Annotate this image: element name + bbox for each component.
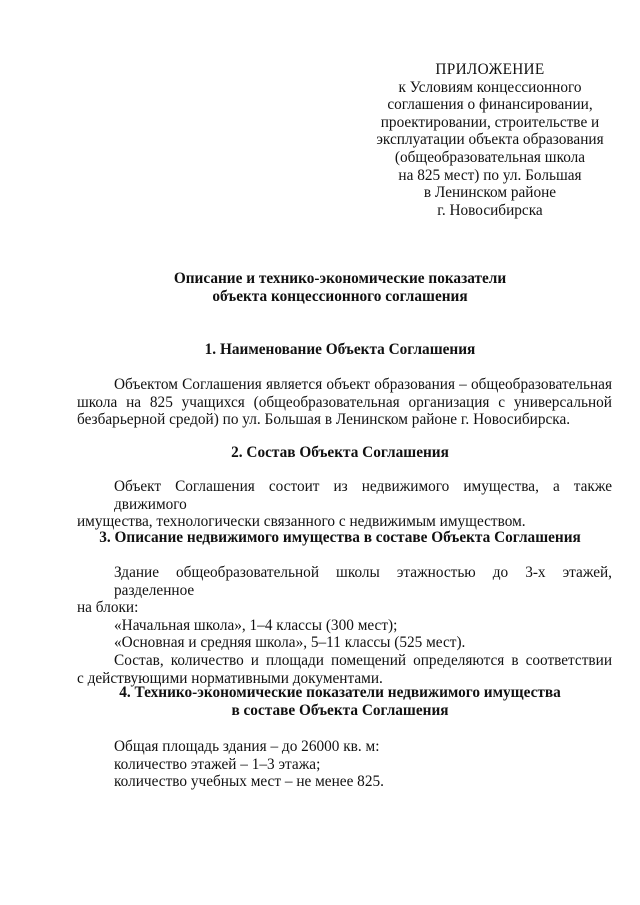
section-3-body <box>77 564 612 687</box>
list-item: «Начальная школа», 1–4 классы (300 мест); <box>114 616 398 634</box>
appendix-block <box>370 61 610 219</box>
paragraph-line: с действующими нормативными документами. <box>77 669 383 687</box>
paragraph-line: имущества, технологически связанного с недвижимым имуществом. <box>77 513 526 531</box>
section-3-heading <box>60 529 620 547</box>
appendix-line: (общеобразовательная школа <box>394 148 586 166</box>
paragraph-line: безбарьерной средой) по ул. Большая в Ленинском районе г. Новосибирска. <box>77 411 571 429</box>
appendix-line: к Условиям концессионного <box>398 78 582 96</box>
appendix-line: проектировании, строительстве и <box>380 113 600 131</box>
document-title-line: объекта концессионного соглашения <box>212 288 468 305</box>
appendix-heading: ПРИЛОЖЕНИЕ <box>435 61 545 78</box>
list-item: Общая площадь здания – до 26000 кв. м: <box>114 738 380 755</box>
list-item: количество учебных мест – не менее 825. <box>114 773 384 791</box>
appendix-line: г. Новосибирска <box>437 201 543 219</box>
paragraph-line: Здание общеобразовательной школы этажностью до 3-х этажей, разделенное <box>114 564 612 599</box>
paragraph-line: Объектом Соглашения является объект образования – общеобразовательная <box>114 376 612 393</box>
appendix-line: соглашения о финансировании, <box>387 96 593 114</box>
document-title-line: Описание и технико-экономические показатели <box>173 270 507 287</box>
list-item: «Основная и средняя школа», 5–11 классы (525 мест). <box>114 634 466 652</box>
section-4-body <box>77 738 612 791</box>
section-heading-text: 1. Наименование Объекта Соглашения <box>204 341 476 358</box>
section-heading-text: 2. Состав Объекта Соглашения <box>231 444 449 461</box>
section-2-body <box>77 478 612 531</box>
section-4-heading <box>60 684 620 720</box>
section-2-heading <box>60 444 620 462</box>
appendix-line: эксплуатации объекта образования <box>376 131 604 149</box>
section-1-heading <box>60 341 620 359</box>
paragraph-line: Состав, количество и площади помещений определяются в соответствии <box>114 651 612 669</box>
appendix-line: на 825 мест) по ул. Большая <box>398 166 582 184</box>
section-1-body <box>77 376 612 429</box>
section-heading-text: 4. Технико-экономические показатели недвижимого имущества <box>119 684 561 701</box>
appendix-line: в Ленинском районе <box>423 184 557 202</box>
document-title <box>60 270 620 306</box>
list-item: количество этажей – 1–3 этажа; <box>114 755 321 773</box>
paragraph-line: Объект Соглашения состоит из недвижимого имущества, а также движимого <box>114 478 612 513</box>
section-heading-text: 3. Описание недвижимого имущества в составе Объекта Соглашения <box>99 529 581 546</box>
section-heading-text: в составе Объекта Соглашения <box>231 702 449 719</box>
paragraph-line: школа на 825 учащихся (общеобразовательная организация с универсальной <box>77 393 612 411</box>
paragraph-line: на блоки: <box>77 599 139 617</box>
